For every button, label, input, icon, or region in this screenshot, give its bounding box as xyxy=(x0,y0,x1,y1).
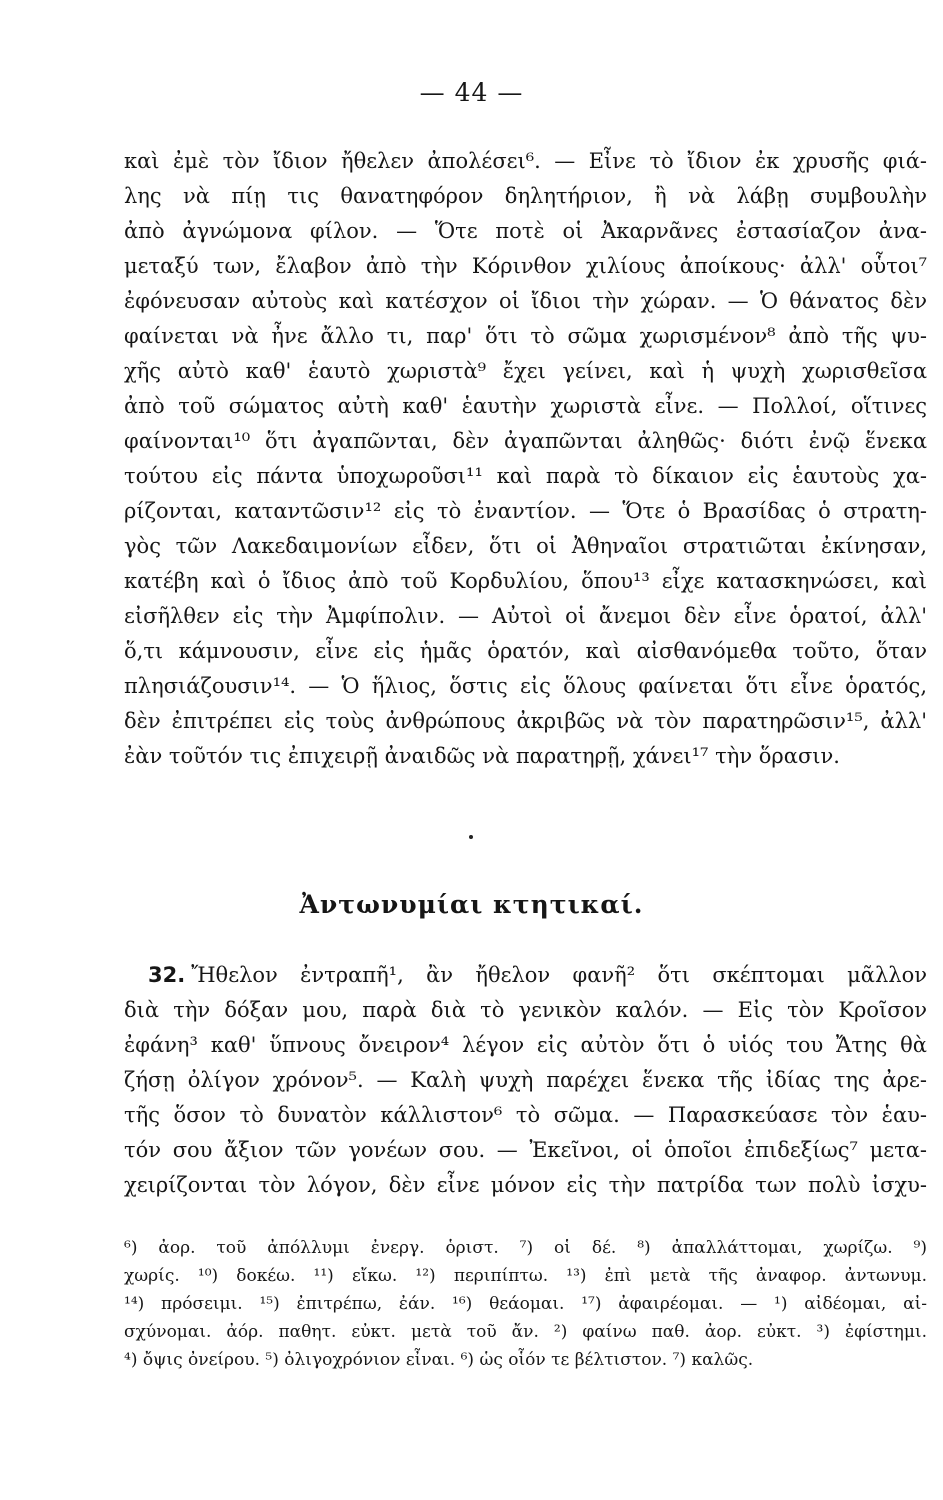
text-line: καὶ ἐμὲ τὸν ἴδιον ἤθελεν ἀπολέσει⁶. — Εἶνε τὸ ἴδιον ἐκ χρυσῆς φιά- xyxy=(124,149,927,173)
text-line: Ἤθελον ἐντραπῆ¹, ἂν ἤθελον φανῆ² ὅτι σκέπτομαι μᾶλλον xyxy=(191,963,927,987)
text-line: χῆς αὐτὸ καθ' ἑαυτὸ χωριστὰ⁹ ἔχει γείνει, καὶ ἡ ψυχὴ χωρισθεῖσα xyxy=(124,359,927,383)
paragraph-number: 32. xyxy=(148,963,186,987)
page-number: — 44 — xyxy=(419,78,524,107)
paragraph-first-line xyxy=(148,960,927,990)
separator-dot xyxy=(469,835,473,839)
text-line: εἰσῆλθεν εἰς τὴν Ἀμφίπολιν. — Αὐτοὶ οἱ ἄνεμοι δὲν εἶνε ὁρατοί, ἀλλ' xyxy=(124,604,927,628)
text-line: τόν σου ἄξιον τῶν γονέων σου. — Ἐκεῖνοι, οἱ ὁποῖοι ἐπιδεξίως⁷ μετα- xyxy=(124,1138,927,1162)
text-line: μεταξύ των, ἔλαβον ἀπὸ τὴν Κόρινθον χιλίους ἀποίκους· ἀλλ' οὗτοι⁷ xyxy=(124,254,927,278)
text-line: διὰ τὴν δόξαν μου, παρὰ διὰ τὸ γενικὸν καλόν. — Εἰς τὸν Κροῖσον xyxy=(124,998,927,1022)
footnote-line: ⁶) ἀορ. τοῦ ἀπόλλυμι ἐνεργ. ὁριστ. ⁷) οἱ δέ. ⁸) ἀπαλλάττομαι, χωρίζω. ⁹) xyxy=(124,1238,927,1258)
text-line: φαίνεται νὰ ἦνε ἄλλο τι, παρ' ὅτι τὸ σῶμα χωρισμένον⁸ ἀπὸ τῆς ψυ- xyxy=(124,324,927,348)
text-line: φαίνονται¹⁰ ὅτι ἀγαπῶνται, δὲν ἀγαπῶνται ἀληθῶς· διότι ἐνῷ ἕνεκα xyxy=(124,429,927,453)
section-heading: Ἀντωνυμίαι κτητικαί. xyxy=(299,890,644,919)
text-line: ἐὰν τοῦτόν τις ἐπιχειρῇ ἀναιδῶς νὰ παρατηρῇ, χάνει¹⁷ τὴν ὅρασιν. xyxy=(124,744,840,768)
footnote-line: σχύνομαι. ἀόρ. παθητ. εὐκτ. μετὰ τοῦ ἄν. ²) φαίνω παθ. ἀορ. εὐκτ. ³) ἐφίστημι. xyxy=(124,1322,927,1342)
text-line: τούτου εἰς πάντα ὑποχωροῦσι¹¹ καὶ παρὰ τὸ δίκαιον εἰς ἑαυτοὺς χα- xyxy=(124,464,927,488)
text-line: ἐφόνευσαν αὐτοὺς καὶ κατέσχον οἱ ἴδιοι τὴν χώραν. — Ὁ θάνατος δὲν xyxy=(124,289,927,313)
footnote-line: χωρίς. ¹⁰) δοκέω. ¹¹) εἴκω. ¹²) περιπίπτω. ¹³) ἐπὶ μετὰ τῆς ἀναφορ. ἀντωνυμ. xyxy=(124,1266,927,1286)
text-line: ρίζονται, καταντῶσιν¹² εἰς τὸ ἐναντίον. — Ὅτε ὁ Βρασίδας ὁ στρατη- xyxy=(124,499,927,523)
text-line: ἐφάνη³ καθ' ὕπνους ὄνειρον⁴ λέγον εἰς αὐτὸν ὅτι ὁ υἱός του Ἄτης θὰ xyxy=(124,1033,927,1057)
text-line: κατέβη καὶ ὁ ἴδιος ἀπὸ τοῦ Κορδυλίου, ὅπου¹³ εἶχε κατασκηνώσει, καὶ xyxy=(124,569,927,593)
text-line: λης νὰ πίῃ τις θανατηφόρον δηλητήριον, ἢ νὰ λάβῃ συμβουλὴν xyxy=(124,184,927,208)
text-line: ἀπὸ ἀγνώμονα φίλον. — Ὅτε ποτὲ οἱ Ἀκαρνᾶνες ἐστασίαζον ἀνα- xyxy=(124,219,927,243)
text-line: δὲν ἐπιτρέπει εἰς τοὺς ἀνθρώπους ἀκριβῶς νὰ τὸν παρατηρῶσιν¹⁵, ἀλλ' xyxy=(124,709,927,733)
footnote-line: ⁴) ὄψις ὀνείρου. ⁵) ὀλιγοχρόνιον εἶναι. ⁶) ὡς οἷόν τε βέλτιστον. ⁷) καλῶς. xyxy=(124,1350,754,1370)
text-line: ἀπὸ τοῦ σώματος αὐτὴ καθ' ἑαυτὴν χωριστὰ εἶνε. — Πολλοί, οἵτινες xyxy=(124,394,927,418)
text-line: τῆς ὅσον τὸ δυνατὸν κάλλιστον⁶ τὸ σῶμα. — Παρασκεύασε τὸν ἑαυ- xyxy=(124,1103,927,1127)
text-line: γὸς τῶν Λακεδαιμονίων εἶδεν, ὅτι οἱ Ἀθηναῖοι στρατιῶται ἐκίνησαν, xyxy=(124,534,927,558)
text-line: πλησιάζουσιν¹⁴. — Ὁ ἥλιος, ὅστις εἰς ὅλους φαίνεται ὅτι εἶνε ὁρατός, xyxy=(124,674,927,698)
footnote-line: ¹⁴) πρόσειμι. ¹⁵) ἐπιτρέπω, ἐάν. ¹⁶) θεάομαι. ¹⁷) ἀφαιρέομαι. — ¹) αἰδέομαι, αἰ- xyxy=(124,1294,927,1314)
text-line: χειρίζονται τὸν λόγον, δὲν εἶνε μόνον εἰς τὴν πατρίδα των πολὺ ἰσχυ- xyxy=(124,1173,927,1197)
text-line: ὅ,τι κάμνουσιν, εἶνε εἰς ἡμᾶς ὁρατόν, καὶ αἰσθανόμεθα τοῦτο, ὅταν xyxy=(124,639,927,663)
text-line: ζήσῃ ὀλίγον χρόνον⁵. — Καλὴ ψυχὴ παρέχει ἕνεκα τῆς ἰδίας της ἀρε- xyxy=(124,1068,927,1092)
